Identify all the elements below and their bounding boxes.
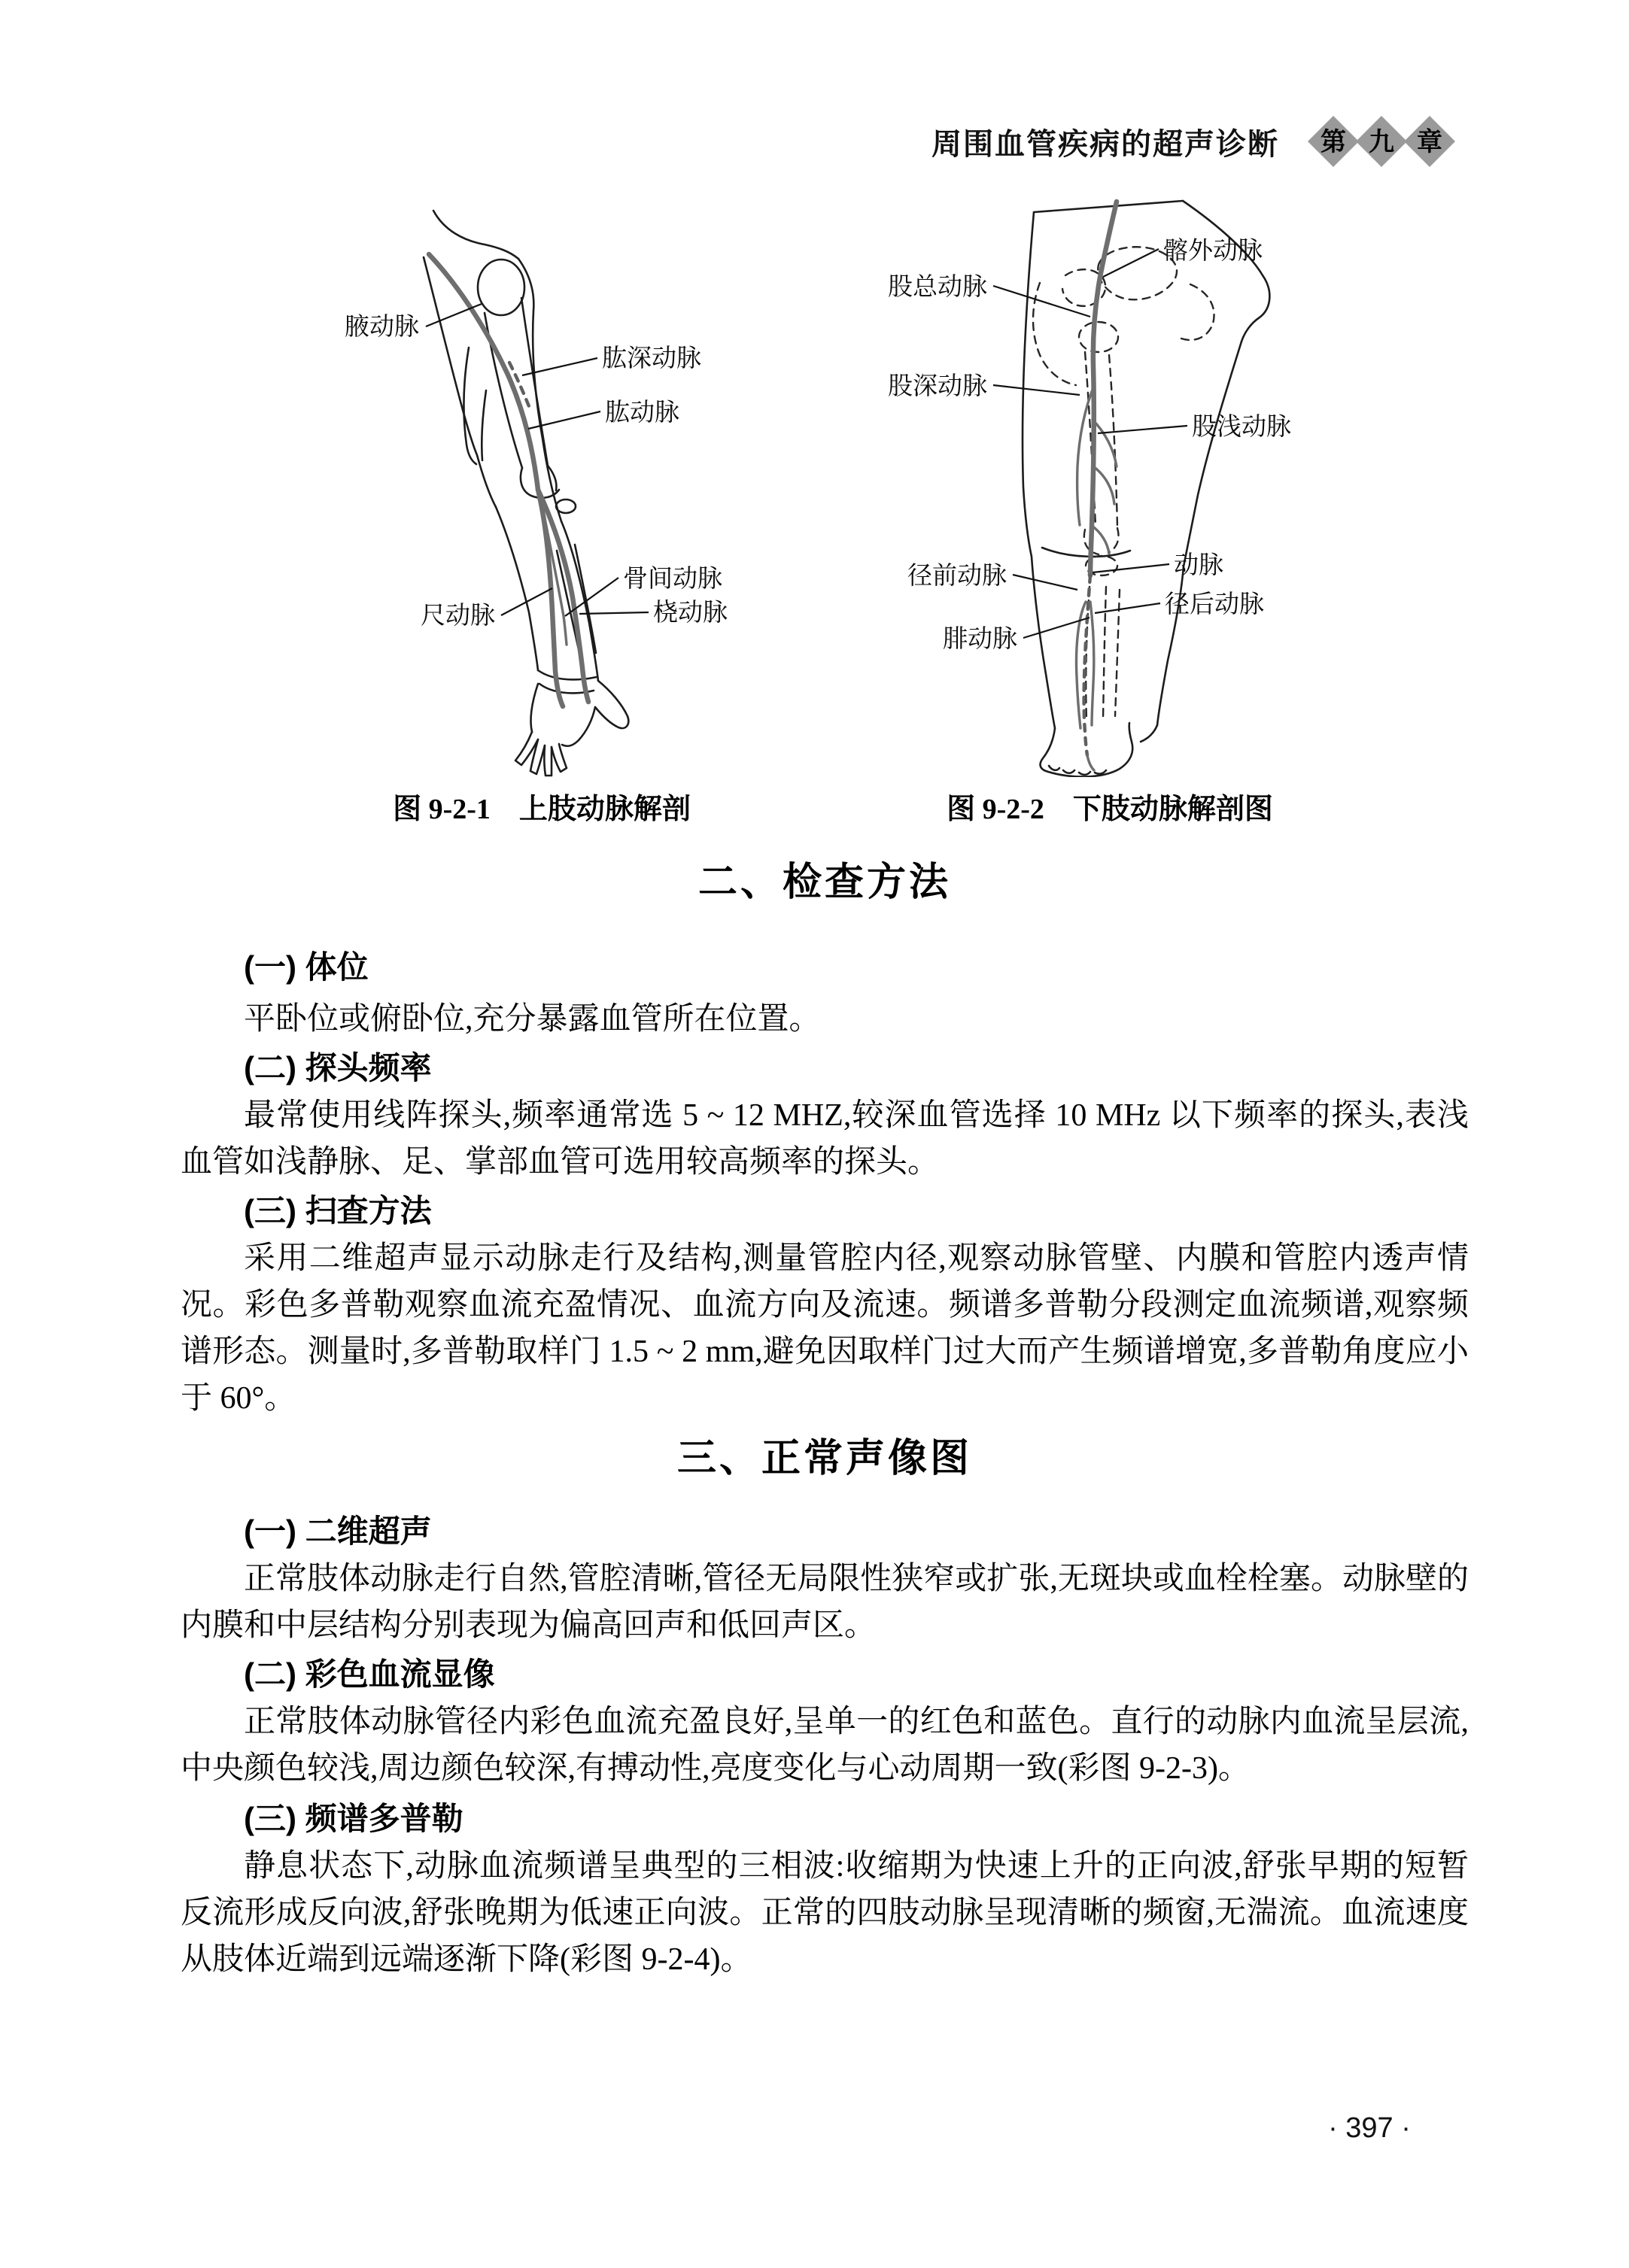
body-text-column xyxy=(181,849,1469,1983)
chapter-char: 章 xyxy=(1417,129,1442,156)
running-head-title: 周围血管疾病的超声诊断 xyxy=(932,127,1279,161)
fig-label-common-femoral-artery: 股总动脉 xyxy=(888,274,987,301)
paragraph-scanning-method: 采用二维超声显示动脉走行及结构,测量管腔内径,观察动脉管壁、内膜和管腔内透声情况。彩色多普勒观察血流充盈情况、血流方向及流速。频谱多普勒分段测定血流频谱,观察频谱形态。测量时,多普勒取样门 1.5 ~ 2 mm,避免因取样门过大而产生频谱增宽,多普勒角度应小于 60°。 xyxy=(181,1241,1469,1416)
leg-bones xyxy=(1033,247,1214,719)
chapter-diamonds xyxy=(1308,116,1455,167)
fig-label-deep-brachial-artery: 肱深动脉 xyxy=(602,345,701,372)
paragraph-color-flow-imaging: 正常肢体动脉管径内彩色血流充盈良好,呈单一的红色和蓝色。直行的动脉内血流呈层流,中央颜色较浅,周边颜色较深,有搏动性,亮度变化与心动周期一致(彩图 9-2-3)。 xyxy=(181,1705,1469,1786)
fig-label-popliteal-artery: 动脉 xyxy=(1174,552,1223,579)
page-header xyxy=(0,113,1458,170)
fig-upper-limb-diagram xyxy=(324,205,783,780)
fig-label-ulnar-artery: 尺动脉 xyxy=(421,603,495,630)
arm-arteries xyxy=(429,254,588,706)
arm-bones xyxy=(478,260,596,666)
figure-caption-2 xyxy=(850,785,1369,825)
chapter-char: 九 xyxy=(1369,129,1394,156)
section-title-examination-methods: 二、检查方法 xyxy=(697,861,951,904)
leg-arteries xyxy=(1077,202,1117,770)
fig-lower-limb-diagram xyxy=(850,194,1369,777)
fig-label-axillary-artery: 腋动脉 xyxy=(345,314,419,341)
subsection-heading-position: (一) 体位 xyxy=(244,949,369,985)
figure-caption-1 xyxy=(316,785,767,825)
paragraph-2d-ultrasound: 正常肢体动脉走行自然,管腔清晰,管径无局限性狭窄或扩张,无斑块或血栓栓塞。动脉壁的内膜和中层结构分别表现为偏高回声和低回声区。 xyxy=(181,1562,1469,1643)
fig-label-peroneal-artery: 腓动脉 xyxy=(943,626,1017,653)
figure-title: 下肢动脉解剖图 xyxy=(1072,794,1273,825)
section-title-normal-sonogram: 三、正常声像图 xyxy=(676,1438,972,1480)
fig-label-superficial-femoral-artery: 股浅动脉 xyxy=(1192,414,1291,441)
page-number: · 397 · xyxy=(1328,2112,1411,2144)
paragraph-position: 平卧位或俯卧位,充分暴露血管所在位置。 xyxy=(244,1002,821,1037)
subsection-heading-2d-ultrasound: (一) 二维超声 xyxy=(244,1514,432,1549)
figure-number: 图 9-2-2 xyxy=(947,794,1044,825)
fig-label-anterior-tibial-artery: 径前动脉 xyxy=(907,563,1007,590)
subsection-heading-color-flow-imaging: (二) 彩色血流显像 xyxy=(244,1656,495,1692)
fig-label-deep-femoral-artery: 股深动脉 xyxy=(888,373,987,400)
fig-label-posterior-tibial-artery: 径后动脉 xyxy=(1165,591,1264,618)
fig-label-external-iliac-artery: 髂外动脉 xyxy=(1163,238,1263,265)
fig-label-radial-artery: 桡动脉 xyxy=(653,600,728,627)
subsection-heading-probe-frequency: (二) 探头频率 xyxy=(244,1050,432,1085)
fig-label-brachial-artery: 肱动脉 xyxy=(605,399,679,427)
chapter-badge xyxy=(1308,113,1458,170)
fig-label-interosseous-artery: 骨间动脉 xyxy=(623,566,722,593)
paragraph-spectral-doppler: 静息状态下,动脉血流频谱呈典型的三相波:收缩期为快速上升的正向波,舒张早期的短暂反流形成反向波,舒张晚期为低速正向波。正常的四肢动脉呈现清晰的频窗,无湍流。血流速度从肢体近端到远端逐渐下降(彩图 9-2-4)。 xyxy=(181,1849,1469,1977)
figure-title: 上肢动脉解剖 xyxy=(518,794,691,825)
paragraph-probe-frequency: 最常使用线阵探头,频率通常选 5 ~ 12 MHZ,较深血管选择 10 MHz 以下频率的探头,表浅血管如浅静脉、足、掌部血管可选用较高频率的探头。 xyxy=(181,1098,1469,1180)
subsection-heading-scanning-method: (三) 扫查方法 xyxy=(244,1193,432,1228)
subsection-heading-spectral-doppler: (三) 频谱多普勒 xyxy=(244,1801,463,1836)
figure-number: 图 9-2-1 xyxy=(393,794,491,825)
leg-outline xyxy=(1023,201,1269,777)
chapter-char: 第 xyxy=(1321,129,1346,156)
